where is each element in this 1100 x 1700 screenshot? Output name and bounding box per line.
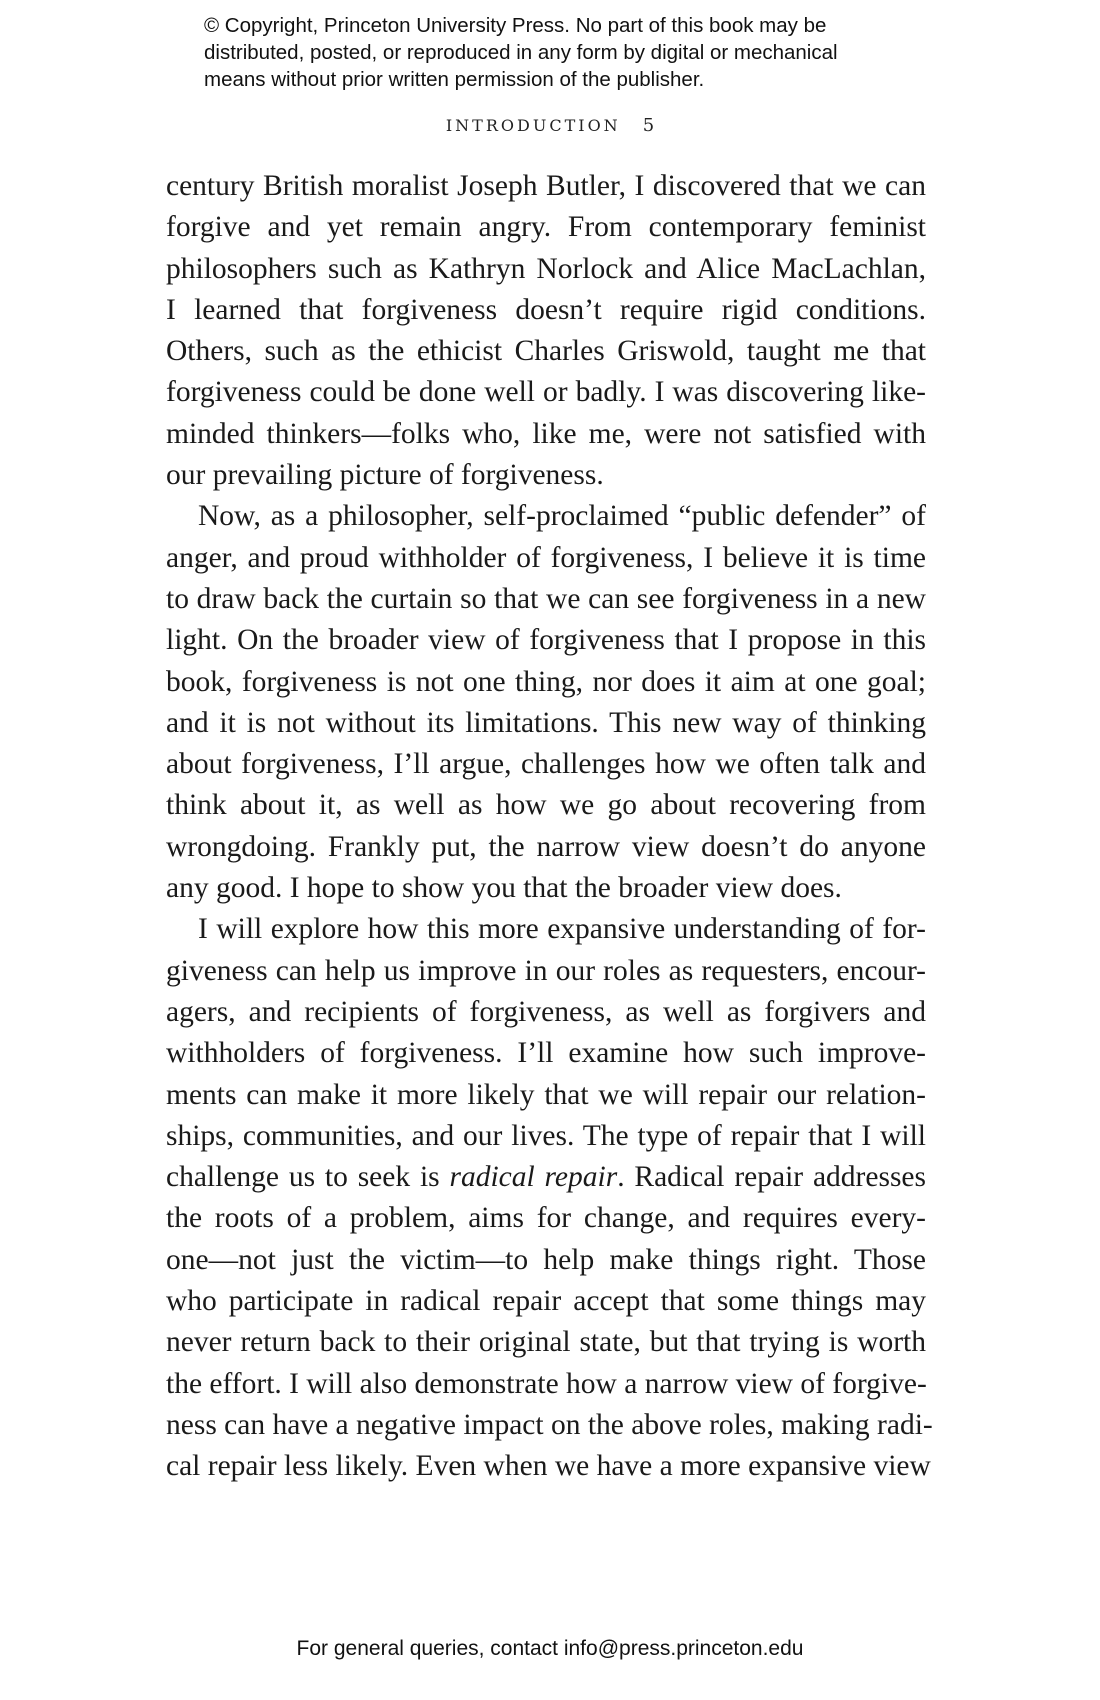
text-line: Others, such as the ethicist Charles Griswold, taught me that	[166, 335, 926, 368]
text-line: the effort. I will also demonstrate how a narrow view of forgive-	[166, 1367, 927, 1400]
text-line: wrongdoing. Frankly put, the narrow view doesn’t do anyone	[166, 830, 926, 863]
text-line: I will explore how this more expansive understanding of for-	[198, 913, 926, 946]
text-line: and it is not without its limitations. This new way of thinking	[166, 706, 926, 739]
text-line: never return back to their original state, but that trying is worth	[166, 1326, 926, 1359]
paragraph	[166, 166, 926, 496]
text-line: think about it, as well as how we go about recovering from	[166, 789, 926, 822]
copyright-notice	[204, 12, 944, 93]
text-line: minded thinkers—folks who, like me, were not satisfied with	[166, 417, 926, 450]
page-number: 5	[642, 115, 655, 136]
running-head	[0, 115, 1100, 136]
running-head-title: INTRODUCTION	[445, 116, 621, 135]
text-line: ships, communities, and our lives. The type of repair that I will	[166, 1119, 926, 1152]
text-line: anger, and proud withholder of forgiveness, I believe it is time	[166, 541, 926, 574]
copyright-line: means without prior written permission of the publisher.	[204, 68, 705, 91]
text-line: challenge us to seek is radical repair. Radical repair addresses	[166, 1161, 926, 1194]
text-line: our prevailing picture of forgiveness.	[166, 459, 604, 492]
paragraph	[166, 496, 926, 909]
text-line: forgiveness could be done well or badly. I was discovering like-	[166, 376, 926, 409]
text-line: ments can make it more likely that we will repair our relation-	[166, 1078, 926, 1111]
text-line: Now, as a philosopher, self-proclaimed “public defender” of	[198, 500, 926, 533]
text-line: light. On the broader view of forgiveness that I propose in this	[166, 624, 926, 657]
text-line: agers, and recipients of forgiveness, as well as forgivers and	[166, 995, 926, 1028]
text-line: withholders of forgiveness. I’ll examine how such improve-	[166, 1037, 926, 1070]
footer-contact: For general queries, contact info@press.princeton.edu	[296, 1637, 804, 1660]
copyright-line: © Copyright, Princeton University Press. No part of this book may be	[204, 14, 827, 37]
emphasized-term: radical repair	[449, 1161, 618, 1194]
text-line: philosophers such as Kathryn Norlock and Alice MacLachlan,	[166, 252, 926, 285]
text-line: I learned that forgiveness doesn’t require rigid conditions.	[166, 293, 926, 326]
body-text	[166, 166, 933, 1488]
paragraph	[166, 909, 933, 1487]
text-line: about forgiveness, I’ll argue, challenges how we often talk and	[166, 748, 926, 781]
text-line: forgive and yet remain angry. From contemporary feminist	[166, 211, 926, 244]
text-line: giveness can help us improve in our roles as requesters, encour-	[166, 954, 926, 987]
text-line: the roots of a problem, aims for change, and requires every-	[166, 1202, 926, 1235]
text-line: ness can have a negative impact on the above roles, making radi-	[166, 1408, 933, 1441]
text-line: century British moralist Joseph Butler, I discovered that we can	[166, 170, 926, 202]
text-line: any good. I hope to show you that the broader view does.	[166, 872, 842, 905]
text-line: to draw back the curtain so that we can see forgiveness in a new	[166, 582, 926, 615]
text-line: book, forgiveness is not one thing, nor does it aim at one goal;	[166, 665, 926, 698]
text-line: one—not just the victim—to help make things right. Those	[166, 1243, 926, 1276]
copyright-line: distributed, posted, or reproduced in any form by digital or mechanical	[204, 41, 838, 64]
text-line: cal repair less likely. Even when we have a more expansive view	[166, 1450, 931, 1483]
text-line: who participate in radical repair accept that some things may	[166, 1285, 926, 1318]
